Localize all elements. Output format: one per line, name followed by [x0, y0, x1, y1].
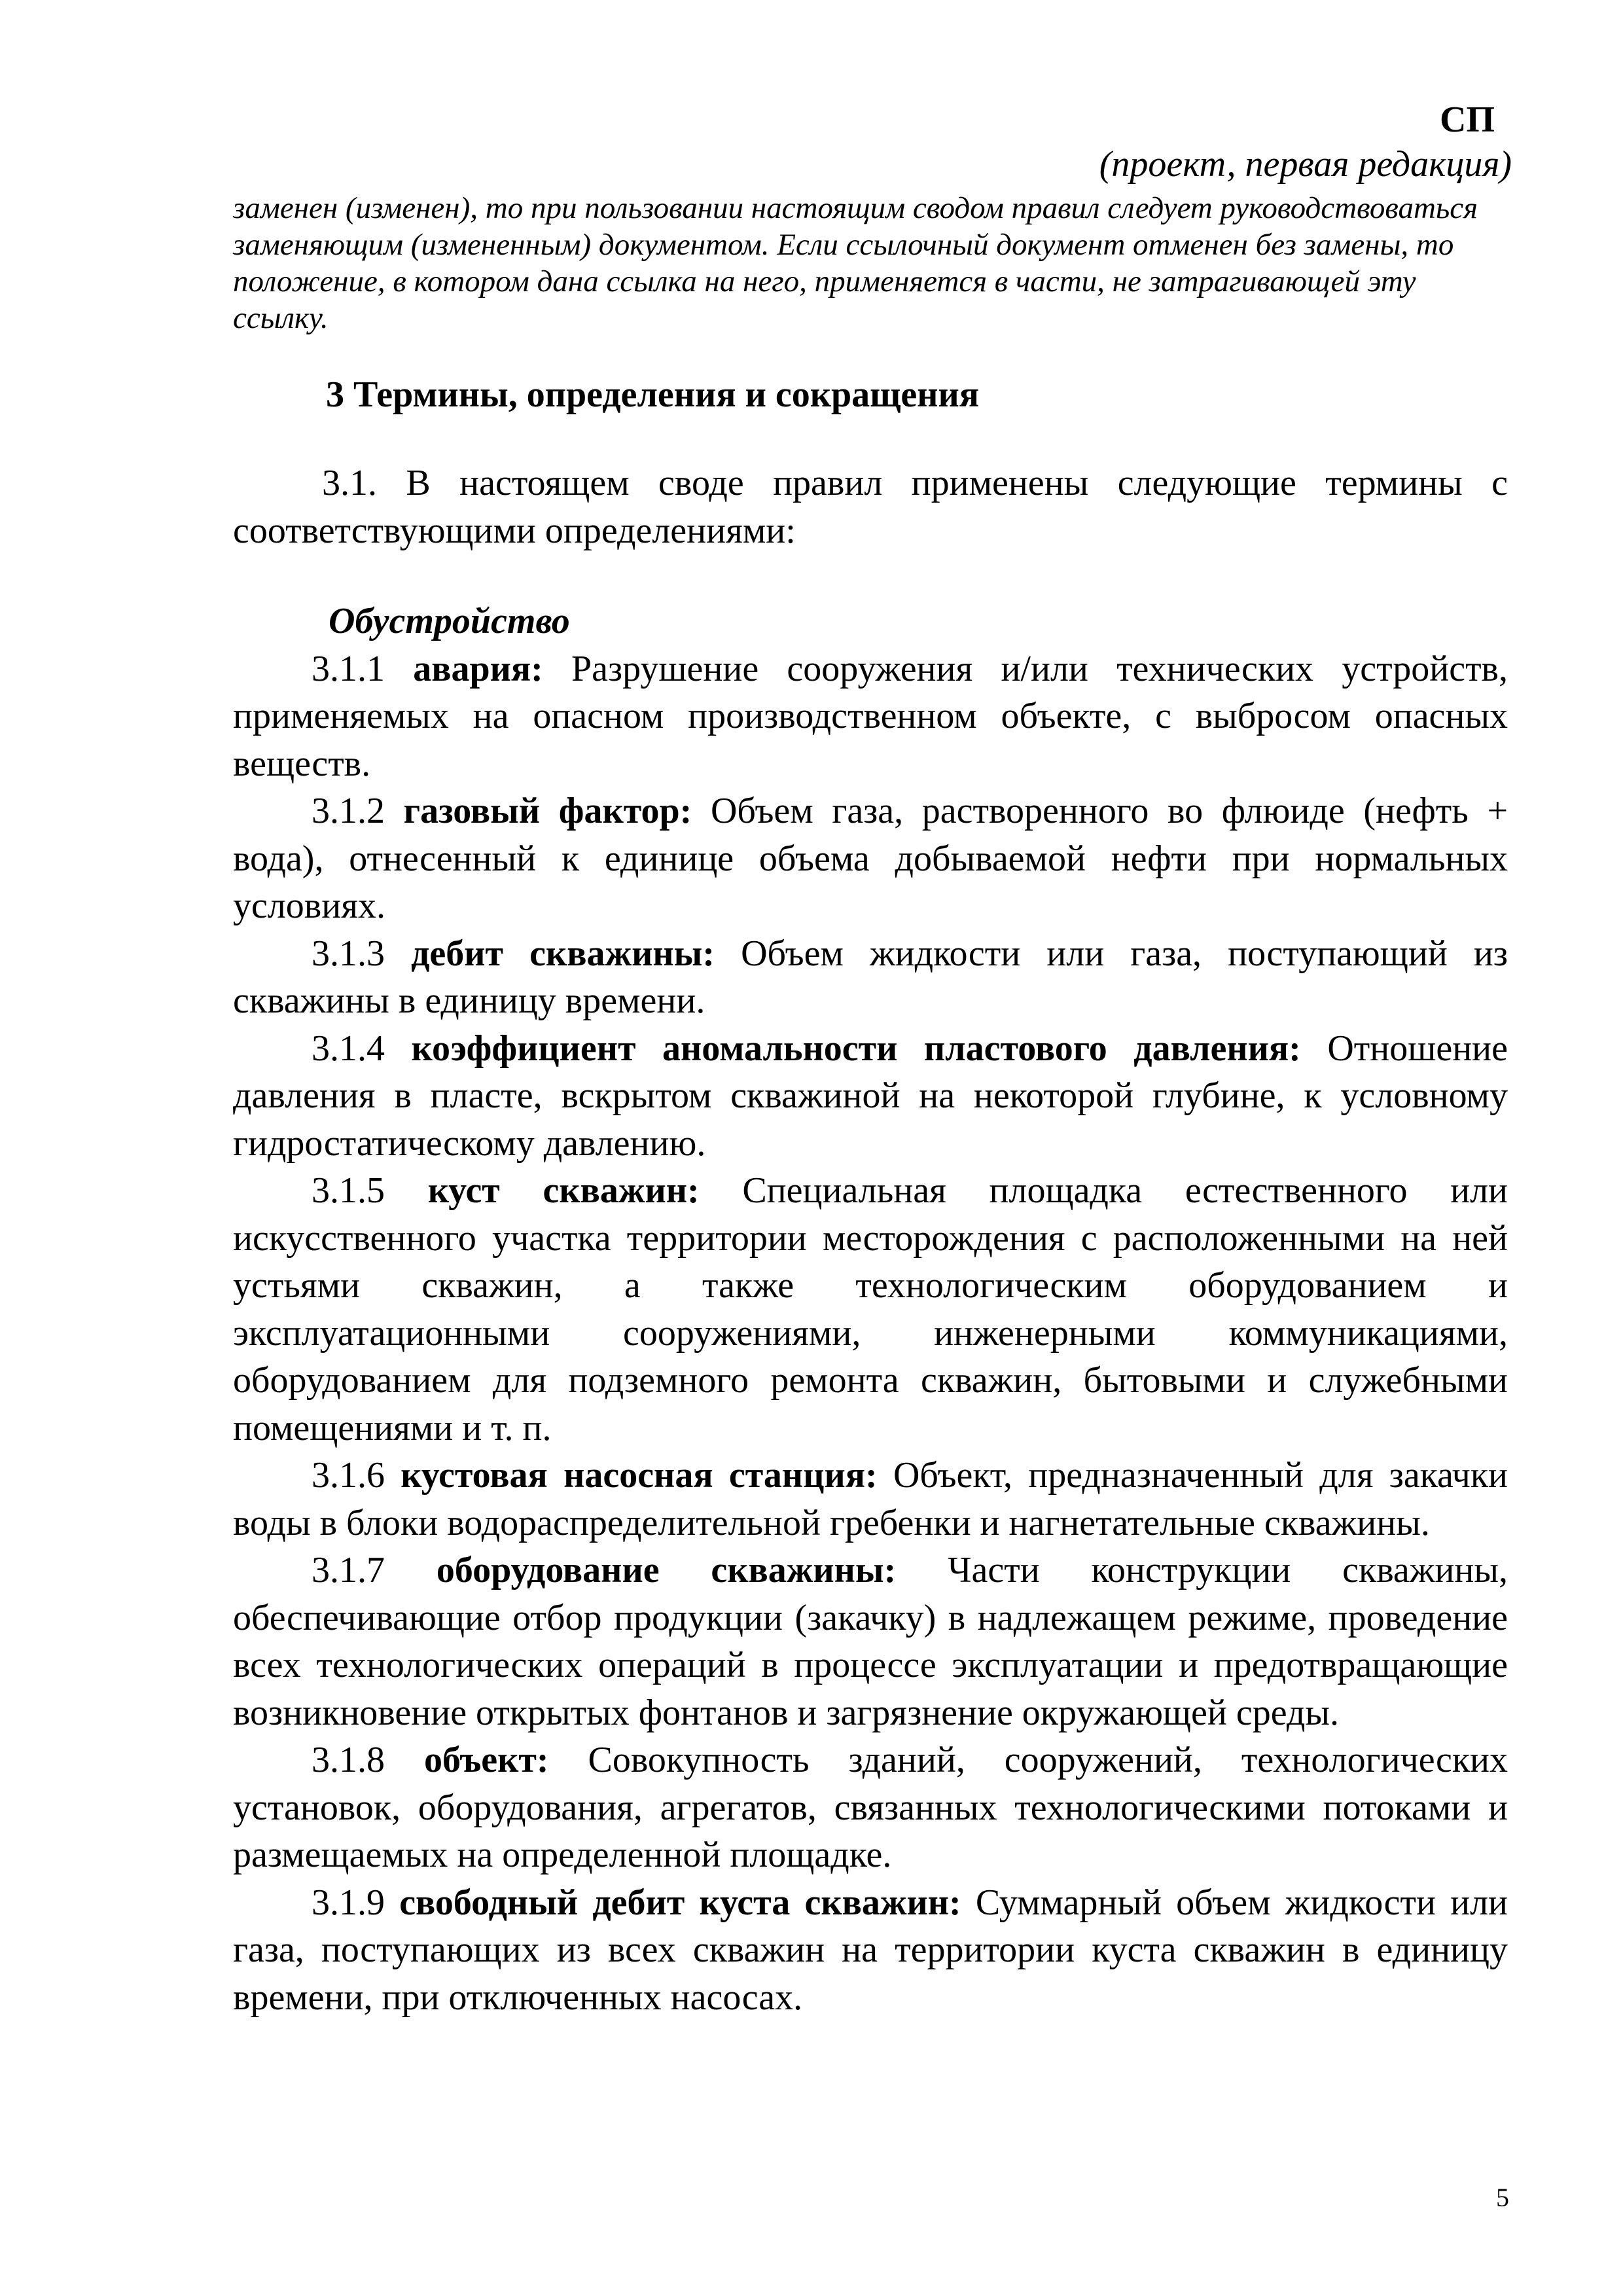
term-entry — [233, 1452, 1508, 1547]
term-name: объект: — [423, 1740, 549, 1780]
document-edition: (проект, первая редакция) — [1099, 144, 1512, 185]
intro-paragraph: заменен (изменен), то при пользовании настоящим сводом правил следует руководствоваться заменяющим (измененным) документом. Если ссылочный документ отменен без замены, то положение, в котором дана ссылка на него, применяется в части, не затрагивающей эту ссылку. — [233, 191, 1478, 335]
term-number: 3.1.4 — [312, 1028, 385, 1069]
term-entry — [233, 1167, 1508, 1452]
term-name: оборудование скважины: — [436, 1550, 897, 1590]
term-name: газовый фактор: — [403, 791, 692, 831]
term-number: 3.1.6 — [312, 1455, 385, 1496]
term-name: коэффициент аномальности пластового давления: — [411, 1028, 1301, 1069]
term-entry — [233, 1025, 1508, 1168]
term-name: свободный дебит куста скважин: — [399, 1882, 961, 1923]
term-entry — [233, 1879, 1508, 2022]
term-definition: Части конструкции скважины, обеспечивающие отбор продукции (закачку) в надлежащем режиме, проведение всех технологических операций в процессе эксплуатации и предотвращающие возникновение открытых фонтанов и загрязнение окружающей среды. — [233, 1550, 1508, 1733]
term-definition: Совокупность зданий, сооружений, технологических установок, оборудования, агрегатов, связанных технологическими потоками и размещаемых на определенной площадке. — [233, 1740, 1508, 1875]
term-definition: Специальная площадка естественного или искусственного участка территории месторождения с расположенными на ней устьями скважин, а также технологическим оборудованием и эксплуатационными сооружениями, инженерными коммуникациями, оборудованием для подземного ремонта скважин, бытовыми и служебными помещениями и т. п. — [233, 1170, 1508, 1448]
term-name: кустовая насосная станция: — [401, 1455, 878, 1496]
term-entry — [233, 1736, 1508, 1879]
term-definition: Разрушение сооружения и/или технических устройств, применяемых на опасном производственном объекте, с выбросом опасных веществ. — [233, 648, 1508, 784]
term-definition: Объем газа, растворенного во флюиде (нефть + вода), отнесенный к единице объема добываемой нефти при нормальных условиях. — [233, 791, 1508, 926]
term-definition: Суммарный объем жидкости или газа, поступающих из всех скважин на территории куста скважин в единицу времени, при отключенных насосах. — [233, 1882, 1508, 2018]
term-number: 3.1.5 — [312, 1170, 385, 1211]
term-entry — [233, 1547, 1508, 1736]
term-entry — [233, 930, 1508, 1025]
section-title: 3 Термины, определения и сокращения — [326, 374, 980, 415]
term-entry — [233, 645, 1508, 788]
term-number: 3.1.3 — [312, 933, 385, 974]
term-number: 3.1.1 — [312, 648, 385, 689]
term-number: 3.1.8 — [312, 1740, 385, 1780]
term-definition: Объект, предназначенный для закачки воды в блоки водораспределительной гребенки и нагнетательные скважины. — [233, 1455, 1508, 1543]
term-definition: Отношение давления в пласте, вскрытом скважиной на некоторой глубине, к условному гидростатическому давлению. — [233, 1028, 1508, 1164]
term-number: 3.1.2 — [312, 791, 385, 831]
document-code: СП — [1440, 99, 1495, 140]
section-intro: 3.1. В настоящем своде правил применены следующие термины с соответствующими определениями: — [233, 463, 1508, 551]
term-name: авария: — [413, 648, 543, 689]
term-definition: Объем жидкости или газа, поступающий из скважины в единицу времени. — [233, 933, 1508, 1021]
section-body — [233, 459, 1508, 2021]
page-number: 5 — [1496, 2183, 1509, 2212]
term-name: куст скважин: — [427, 1170, 700, 1211]
term-entry — [233, 787, 1508, 930]
term-name: дебит скважины: — [411, 933, 715, 974]
term-number: 3.1.9 — [312, 1882, 385, 1923]
term-number: 3.1.7 — [312, 1550, 385, 1590]
subheading: Обустройство — [329, 601, 570, 641]
